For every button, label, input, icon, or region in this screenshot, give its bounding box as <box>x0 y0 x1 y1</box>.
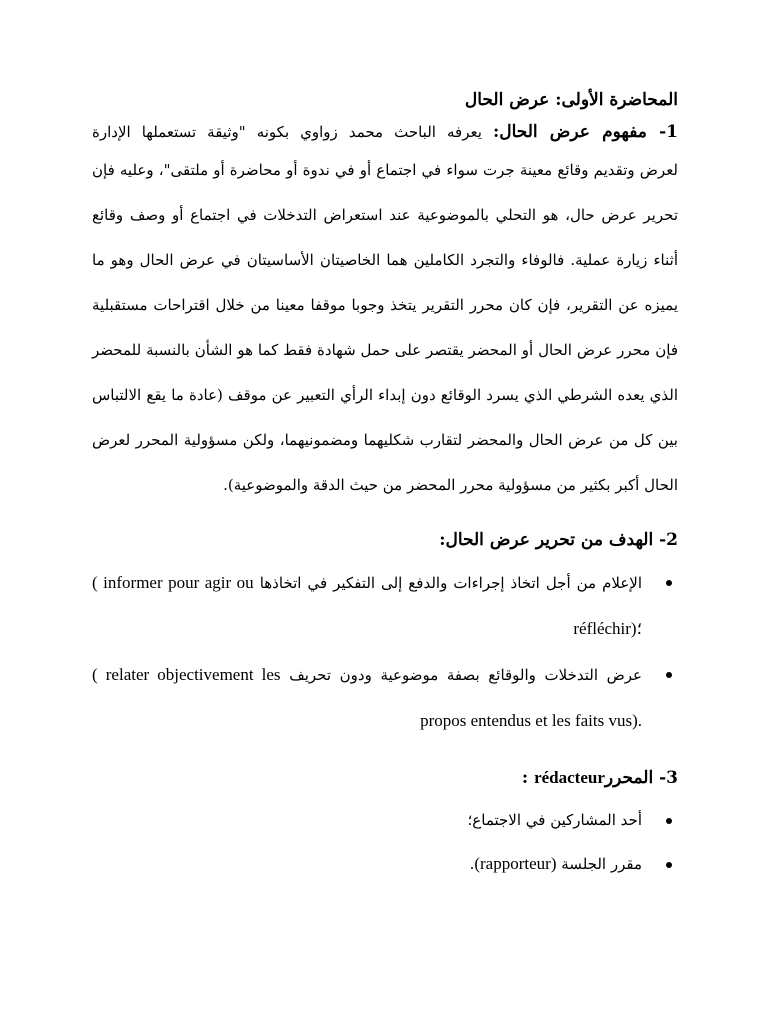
list-item-text: مقرر الجلسة <box>561 855 642 873</box>
bullet-dot-icon <box>666 862 672 868</box>
section1-heading: 1- مفهوم عرض الحال: <box>492 122 678 142</box>
section1-first-line <box>92 116 678 148</box>
list-item-text: عرض التدخلات والوقائع بصفة موضوعية ودون تحريف <box>289 666 642 684</box>
section1-body: لعرض وتقديم وقائع معينة جرت سواء في اجتماع أو في ندوة أو محاضرة أو ملتقى"، وعليه فإن تحرير عرض حال، هو التحلي بالموضوعية عند استعراض التدخلات في اجتماع أو وصف وقائع أثناء زيارة عملية. فالوفاء والتجرد الكاملين هما الخاصيتان الأساسيتان في عرض الحال وهو ما يميزه عن التقرير، فإن كان محرر التقرير يتخذ وجوبا موقفا معينا من خلال اقتراحات مستقبلية فإن محرر عرض الحال أو المحضر يقتصر على حمل شهادة فقط كما هو الشأن بالنسبة للمحضر الذي يعده الشرطي الذي يسرد الوقائع دون إبداء الرأي التعبير عن موقف (عادة ما يقع الالتباس بين كل من عرض الحال والمحضر لتقارب شكليهما ومضمونيهما، ولكن مسؤولية المحرر لعرض الحال أكبر بكثير من مسؤولية محرر المحضر من حيث الدقة والموضوعية). <box>92 161 678 494</box>
bullet-dot-icon <box>666 818 672 824</box>
list-item <box>92 842 678 886</box>
list-item-tail: . <box>469 855 475 873</box>
list-item-french: ( relater objectivement les propos entendus et les faits vus). <box>92 665 642 730</box>
page-title: المحاضرة الأولى: عرض الحال <box>464 90 678 110</box>
list-item <box>92 652 678 744</box>
section3-heading <box>92 758 678 798</box>
section1-first-line-text: يعرفه الباحث محمد زواوي بكونه "وثيقة تستعملها الإدارة <box>92 123 482 141</box>
bullet-dot-icon <box>666 672 672 678</box>
section3-heading-tail: : <box>521 768 535 788</box>
list-item-text: أحد المشاركين في الاجتماع؛ <box>467 811 642 829</box>
list-item <box>92 798 678 842</box>
list-item-text: الإعلام من أجل اتخاذ إجراءات والدفع إلى التفكير في اتخاذها <box>259 574 642 592</box>
bullet-dot-icon <box>666 580 672 586</box>
list-item <box>92 560 678 652</box>
section3-heading-fr: rédacteur <box>534 768 605 787</box>
list-item-french: ( informer pour agir ou réfléchir)؛ <box>92 573 642 638</box>
section3-list <box>92 798 678 886</box>
section2-list <box>92 560 678 744</box>
section3-heading-ar: 3- المحرر <box>604 768 678 788</box>
section2-heading: 2- الهدف من تحرير عرض الحال: <box>439 530 678 550</box>
document-page <box>92 84 678 886</box>
list-item-french: (rapporteur) <box>474 854 557 873</box>
